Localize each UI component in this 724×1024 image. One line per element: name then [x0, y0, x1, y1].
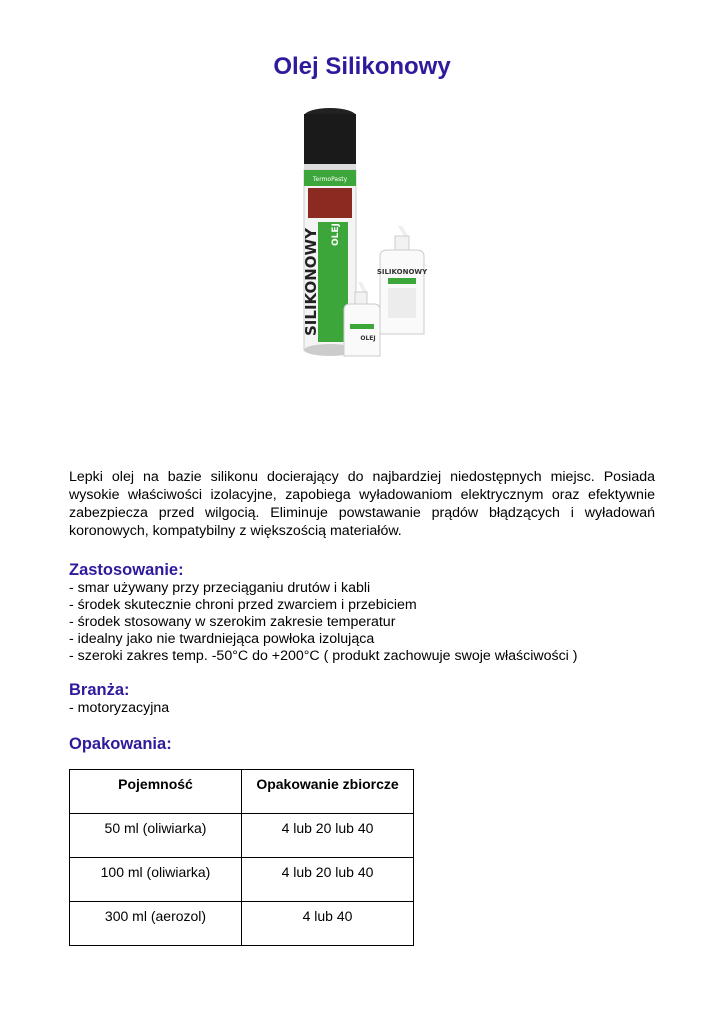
table-cell: 100 ml (oliwiarka): [70, 858, 242, 902]
product-description: Lepki olej na bazie silikonu docierający do najbardziej niedostępnych miejsc. Posiada wysokie właściwości izolacyjne, zapobiega wyładowaniom elektrycznym oraz efektywnie zabezpiecza przed wilgocią. Eliminuje powstawanie prądów błądzących i wyładowań koronowych, kompatybilny z większością materiałów.: [69, 469, 655, 539]
table-row: [70, 814, 414, 858]
zastosowanie-list: [69, 580, 578, 665]
list-item: - motoryzacyjna: [69, 700, 170, 716]
list-item: - środek skutecznie chroni przed zwarciem i przebiciem: [69, 597, 417, 613]
list-item: - szeroki zakres temp. -50°C do +200°C ( produkt zachowuje swoje właściwości ): [69, 648, 578, 664]
brand-text: TermoPasty: [312, 176, 348, 183]
opakowania-heading: Opakowania:: [69, 735, 172, 753]
table-row: [70, 858, 414, 902]
zastosowanie-heading: Zastosowanie:: [69, 561, 184, 579]
packaging-table: [69, 769, 414, 946]
table-cell: 50 ml (oliwiarka): [70, 814, 242, 858]
column-header: Opakowanie zbiorcze: [242, 770, 414, 814]
bottle-badge-text: OLEJ: [360, 335, 376, 342]
column-header: Pojemność: [70, 770, 242, 814]
table-cell: 4 lub 40: [242, 902, 414, 946]
list-item: - smar używany przy przeciąganiu drutów i kabli: [69, 580, 371, 596]
page-title: Olej Silikonowy: [273, 53, 451, 80]
table-row: [70, 902, 414, 946]
table-cell: 4 lub 20 lub 40: [242, 858, 414, 902]
branza-list: [69, 700, 169, 717]
branza-heading: Branża:: [69, 681, 130, 699]
list-item: - środek stosowany w szerokim zakresie temperatur: [69, 614, 396, 630]
bottle-label-text: SILIKONOWY: [376, 268, 428, 276]
product-photo: [258, 86, 468, 396]
can-badge-text: OLEJ: [331, 223, 341, 246]
can-label-text: SILIKONOWY: [302, 228, 320, 336]
table-cell: 4 lub 20 lub 40: [242, 814, 414, 858]
table-cell: 300 ml (aerozol): [70, 902, 242, 946]
list-item: - idealny jako nie twardniejąca powłoka izolująca: [69, 631, 375, 647]
bottle-large-image: [377, 226, 428, 334]
table-header-row: [70, 770, 414, 814]
